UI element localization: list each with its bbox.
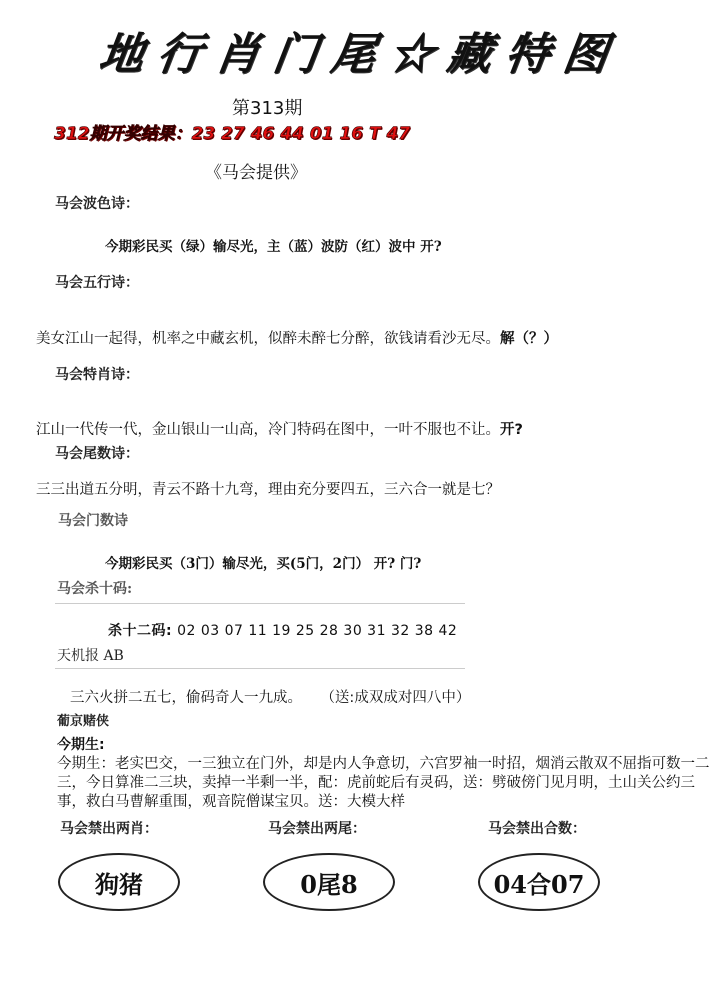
- menshu-label: 马会门数诗: [58, 513, 128, 529]
- ban-zodiac-value: 狗猪: [58, 853, 180, 911]
- sha-prefix: 杀十二码:: [108, 623, 173, 639]
- tianji-line: 三六火拼二五七，偷码奇人一九成。: [70, 690, 302, 706]
- weishu-poem: 三三出道五分明，青云不路十九弯，理由充分要四五，三六合一就是七？: [36, 482, 500, 498]
- jinqi-block: [57, 736, 717, 812]
- texiao-tail: 开?: [500, 422, 523, 438]
- ban-sum-value: 04合07: [478, 853, 600, 911]
- wuxing-poem-text: 美女江山一起得，机率之中藏玄机，似醉未醉七分醉，欲钱请看沙无尽。: [36, 331, 500, 347]
- jinqi-text: 今期生：老实巴交，一三独立在门外，却是内人争意切，六宫罗袖一时招，烟消云散双不屈指可数一二三，今日算准二三块，卖掉一半剩一半，配：虎前蛇后有灵码，送：劈破傍门见月明，土山关公约三事，救白马曹解重围，观音院僧谋宝贝。送：大模大样: [57, 756, 710, 810]
- divider: [55, 603, 465, 604]
- ban-sum-label: 马会禁出合数：: [488, 821, 586, 837]
- gamble-label: 葡京赌侠: [57, 714, 110, 729]
- wave-line: 今期彩民买（绿）输尽光，主（蓝）波防（红）波中 开?: [105, 239, 442, 255]
- provider-line: 《马会提供》: [205, 163, 307, 183]
- texiao-poem-text: 江山一代传一代，金山银山一山高，冷门特码在图中，一叶不服也不让。: [36, 422, 500, 438]
- sha-label: 马会杀十码:: [57, 581, 133, 597]
- wuxing-tail: 解（？）: [500, 331, 558, 347]
- ban-zodiac-label: 马会禁出两肖：: [60, 821, 158, 837]
- wuxing-label: 马会五行诗：: [55, 275, 139, 291]
- issue-number: 第313期: [232, 98, 303, 119]
- ban-tail-label: 马会禁出两尾：: [268, 821, 366, 837]
- texiao-label: 马会特肖诗：: [55, 367, 139, 383]
- previous-result: 312期开奖结果：23 27 46 44 01 16 T 47: [54, 124, 411, 144]
- sha-codes: 02 03 07 11 19 25 28 30 31 32 38 42: [177, 623, 458, 639]
- sha-codes-line: [108, 620, 457, 640]
- tianji-send: （送:成双成对四八中）: [320, 690, 471, 706]
- page-title: 地行肖门尾☆藏特图: [95, 29, 625, 80]
- divider: [55, 668, 465, 669]
- wuxing-poem: [36, 327, 558, 348]
- wave-label: 马会波色诗：: [55, 196, 139, 212]
- jinqi-label: 今期生:: [57, 737, 105, 753]
- texiao-poem: [36, 418, 523, 439]
- tianji-label: 天机报 AB: [57, 648, 124, 664]
- tianji-poem: [70, 686, 470, 707]
- weishu-label: 马会尾数诗：: [55, 446, 139, 462]
- ban-tail-value: 0尾8: [263, 853, 395, 911]
- menshu-line: 今期彩民买（3门）输尽光，买(5门，2门） 开? 门?: [105, 556, 422, 572]
